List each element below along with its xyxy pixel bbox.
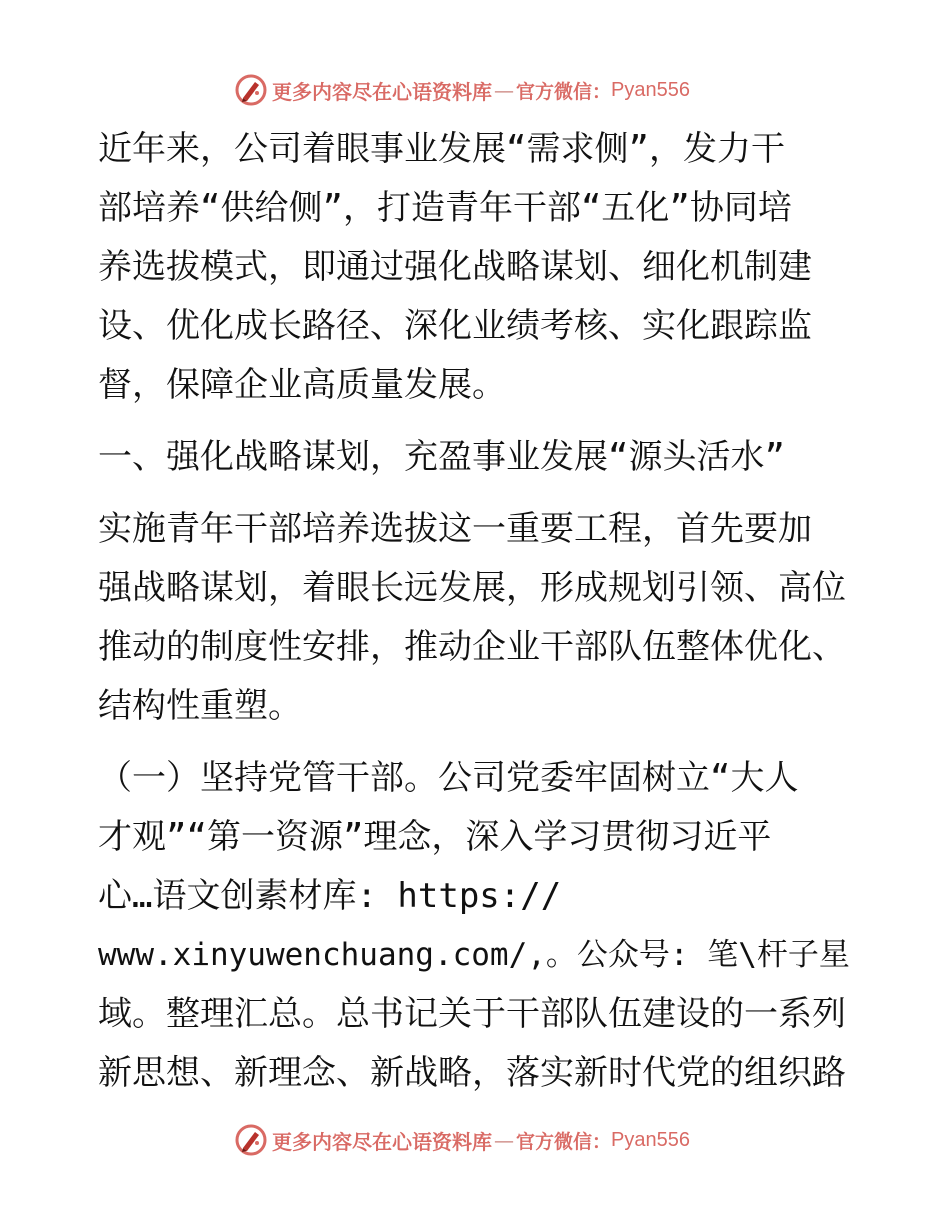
text-line: （一）坚持党管干部。公司党委牢固树立“大人 <box>98 758 799 798</box>
footer-watermark <box>234 1122 714 1158</box>
text-line: 推动的制度性安排，推动企业干部队伍整体优化、 <box>98 627 846 667</box>
text-line: 养选拔模式，即通过强化战略谋划、细化机制建 <box>98 247 812 287</box>
pen-in-circle-icon <box>234 73 268 107</box>
paragraph-intro <box>98 120 858 415</box>
watermark-site-text: 更多内容尽在心语资料库 <box>272 1129 492 1154</box>
watermark-wechat-label: 官方微信： <box>516 80 612 103</box>
text-line: 心…语文创素材库: https:// <box>98 876 562 916</box>
text-line: 才观”“第一资源”理念，深入学习贯彻习近平 <box>98 817 772 857</box>
text-line: 设、优化成长路径、深化业绩考核、实化跟踪监 <box>98 306 812 346</box>
text-line: www.xinyuwenchuang.com/,。公众号: 笔\杆子星 <box>98 937 850 973</box>
watermark-wechat-label: 官方微信： <box>516 1130 612 1153</box>
text-line: 结构性重塑。 <box>98 686 302 726</box>
watermark-separator: — <box>494 78 514 102</box>
text-line: 实施青年干部培养选拔这一重要工程，首先要加 <box>98 509 812 549</box>
watermark-wechat-id: Pyan556 <box>611 78 690 101</box>
pen-in-circle-icon <box>234 1123 268 1157</box>
section-heading <box>98 428 858 487</box>
watermark-wechat-id: Pyan556 <box>611 1128 690 1151</box>
text-line: 一、强化战略谋划，充盈事业发展“源头活水” <box>98 437 785 477</box>
text-line: 强战略谋划，着眼长远发展，形成规划引领、高位 <box>98 568 846 608</box>
paragraph-party-leadership <box>98 749 858 1103</box>
text-line: 督，保障企业高质量发展。 <box>98 365 506 405</box>
watermark-site-text: 更多内容尽在心语资料库 <box>272 79 492 104</box>
document-body <box>98 120 858 1103</box>
paragraph-strategy <box>98 500 858 736</box>
text-line: 域。整理汇总。总书记关于干部队伍建设的一系列 <box>98 994 846 1034</box>
text-line: 新思想、新理念、新战略，落实新时代党的组织路 <box>98 1053 846 1093</box>
text-line: 部培养“供给侧”，打造青年干部“五化”协同培 <box>98 188 792 228</box>
header-watermark <box>234 72 714 108</box>
text-line: 近年来，公司着眼事业发展“需求侧”，发力干 <box>98 129 785 169</box>
watermark-separator: — <box>494 1128 514 1152</box>
